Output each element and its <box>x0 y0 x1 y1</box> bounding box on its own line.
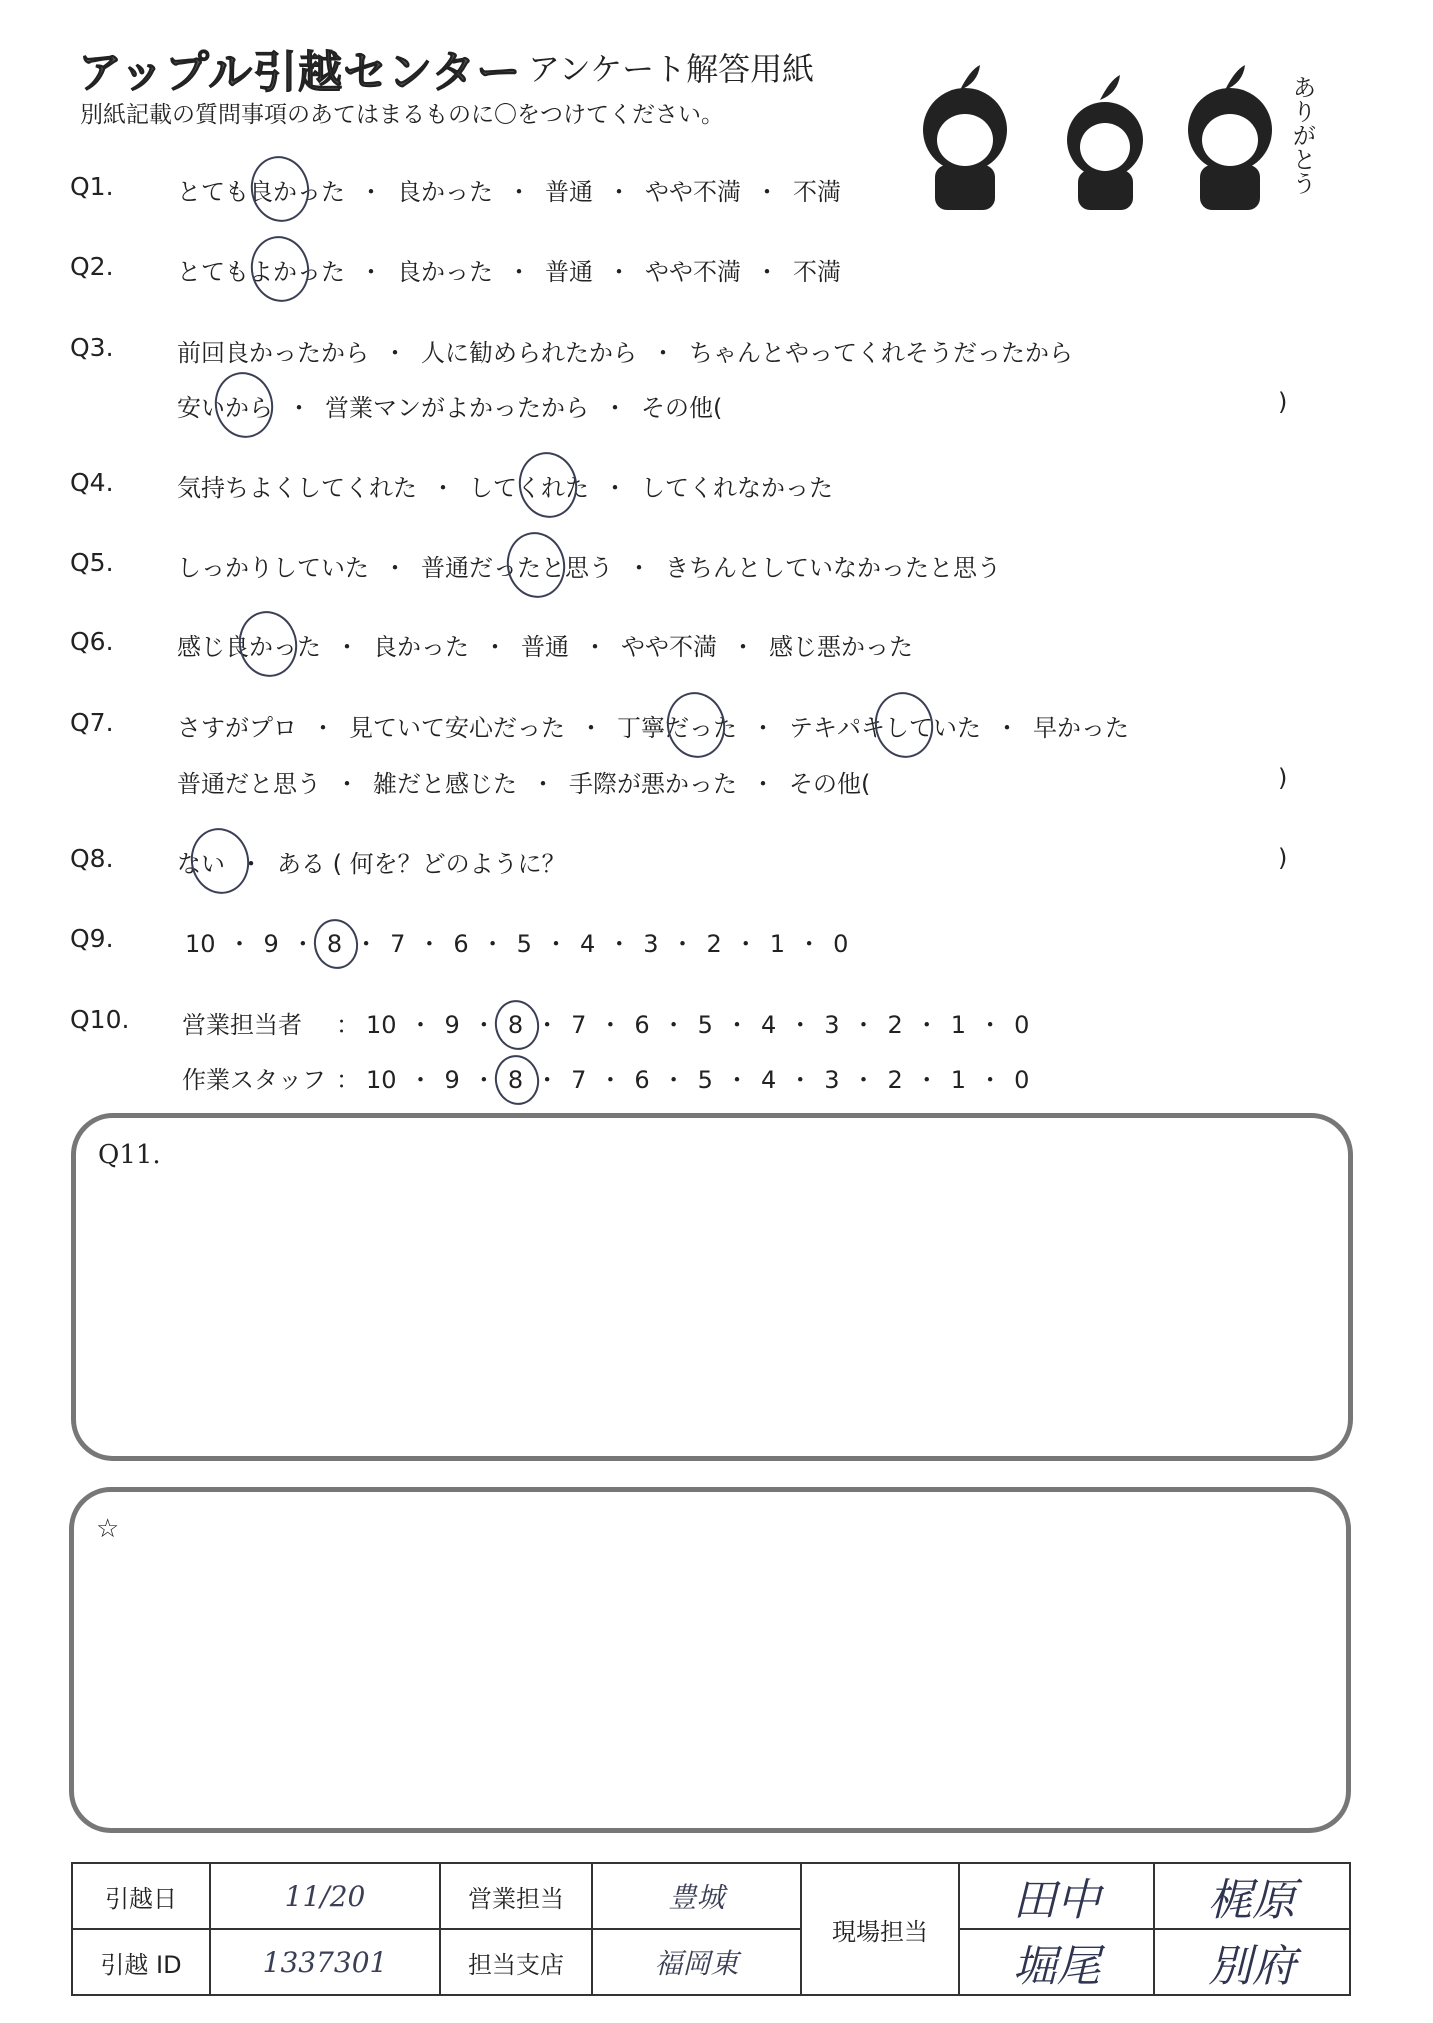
score-option[interactable]: 9 <box>444 1011 460 1039</box>
separator: ・ <box>535 1011 560 1039</box>
field-staff-4[interactable]: 別府 <box>1154 1929 1350 1995</box>
separator: ・ <box>287 394 311 422</box>
answer-option[interactable]: 不満 <box>793 178 841 206</box>
answer-option[interactable]: やや不満 <box>621 633 717 661</box>
close-paren: ) <box>1278 388 1288 416</box>
score-option[interactable]: 9 <box>263 930 279 958</box>
score-option[interactable]: 2 <box>706 930 722 958</box>
answer-option[interactable]: しっかりしていた <box>177 554 369 582</box>
separator: ・ <box>724 1011 749 1039</box>
score-option[interactable]: 5 <box>697 1011 713 1039</box>
q10-staff-label: 作業スタッフ <box>182 1066 326 1094</box>
q4-options <box>177 468 833 503</box>
move-info-table <box>71 1862 1351 1996</box>
answer-option[interactable]: ある ( 何を？どのように？ <box>277 850 566 878</box>
field-staff-2[interactable]: 梶原 <box>1154 1863 1350 1929</box>
score-option[interactable]: 5 <box>516 930 532 958</box>
answer-option[interactable]: してくれた <box>469 468 589 503</box>
mascot-illustration <box>890 45 1330 215</box>
answer-option[interactable]: 普通だったと思う <box>421 548 613 583</box>
separator: ・ <box>480 930 505 958</box>
score-option[interactable]: 7 <box>571 1011 587 1039</box>
answer-option[interactable]: やや不満 <box>645 258 741 286</box>
score-option[interactable]: 4 <box>760 1066 777 1094</box>
answer-option[interactable]: 雑だと感じた <box>373 770 517 798</box>
answer-option[interactable]: 良かった <box>373 633 469 661</box>
sales-label: 営業担当 <box>440 1863 592 1929</box>
answer-option[interactable]: とてもよかった <box>177 252 345 287</box>
separator: ・ <box>598 1011 623 1039</box>
q1-options <box>177 172 841 207</box>
question-label: Q2. <box>70 252 114 281</box>
score-option[interactable]: 4 <box>760 1011 777 1039</box>
answer-option[interactable]: 安いから <box>177 388 273 423</box>
answer-option[interactable]: 良かった <box>397 178 493 206</box>
separator: ・ <box>607 258 631 286</box>
answer-option[interactable]: 普通 <box>521 633 569 661</box>
q10-sales-label: 営業担当者 <box>182 1011 302 1039</box>
separator: ・ <box>751 714 775 742</box>
q9-label: Q9. <box>70 924 114 953</box>
separator: ・ <box>670 930 695 958</box>
separator: ・ <box>535 1066 560 1094</box>
separator: ・ <box>607 178 631 206</box>
separator: ・ <box>751 770 775 798</box>
score-option[interactable]: 5 <box>697 1066 713 1094</box>
score-option[interactable]: 2 <box>887 1011 903 1039</box>
q11-label: Q11. <box>98 1140 161 1170</box>
answer-option[interactable]: 不満 <box>793 258 841 286</box>
separator: ・ <box>239 850 263 878</box>
separator: ・ <box>661 1011 686 1039</box>
separator: ・ <box>383 339 407 367</box>
q10-label: Q10. <box>70 1005 130 1034</box>
separator: ・ <box>383 554 407 582</box>
q10-colon: ： <box>336 1066 360 1094</box>
separator: ・ <box>290 930 315 958</box>
answer-option[interactable]: さすがプロ <box>177 714 297 742</box>
answer-option[interactable]: その他( <box>641 394 723 422</box>
score-option[interactable]: 8 <box>507 1066 524 1094</box>
separator: ・ <box>995 714 1019 742</box>
answer-option[interactable]: きちんとしていなかったと思う <box>665 554 1001 582</box>
question-label: Q7. <box>70 708 114 737</box>
separator: ・ <box>543 930 568 958</box>
q8-options <box>177 844 566 879</box>
score-option[interactable]: 0 <box>1014 1066 1030 1094</box>
separator: ・ <box>603 394 627 422</box>
separator: ・ <box>978 1011 1003 1039</box>
score-option[interactable]: 1 <box>950 1066 967 1094</box>
answer-option[interactable]: ちゃんとやってくれそうだったから <box>689 339 1073 367</box>
separator: ・ <box>627 554 651 582</box>
question-label: Q1. <box>70 172 114 201</box>
answer-option[interactable]: 感じ良かった <box>177 627 321 662</box>
separator: ・ <box>914 1011 939 1039</box>
q10-staff-scale <box>366 1060 1029 1095</box>
q6-options <box>177 627 913 662</box>
answer-option[interactable]: 見ていて安心だった <box>349 714 565 742</box>
separator: ・ <box>583 633 607 661</box>
separator: ・ <box>788 1011 813 1039</box>
q7-options <box>177 764 870 799</box>
field-staff-3[interactable]: 堀尾 <box>959 1929 1154 1995</box>
separator: ・ <box>661 1066 686 1094</box>
close-paren: ) <box>1278 764 1288 792</box>
score-option[interactable]: 10 <box>366 1011 397 1039</box>
answer-option[interactable]: 気持ちよくしてくれた <box>177 474 417 502</box>
answer-option[interactable]: やや不満 <box>645 178 741 206</box>
answer-option[interactable]: ない <box>177 844 225 879</box>
separator: ・ <box>507 178 531 206</box>
separator: ・ <box>598 1066 623 1094</box>
separator: ・ <box>311 714 335 742</box>
score-option[interactable]: 10 <box>366 1066 397 1094</box>
separator: ・ <box>579 714 603 742</box>
separator: ・ <box>914 1066 939 1094</box>
score-option[interactable]: 0 <box>833 930 849 958</box>
question-label: Q3. <box>70 333 114 362</box>
separator: ・ <box>417 930 442 958</box>
form-subtitle: アンケート解答用紙 <box>528 50 815 88</box>
score-option[interactable]: 4 <box>579 930 596 958</box>
separator: ・ <box>755 258 779 286</box>
q2-options <box>177 252 841 287</box>
q10-colon: ： <box>336 1011 360 1039</box>
separator: ・ <box>471 1011 496 1039</box>
score-option[interactable]: 8 <box>507 1011 524 1039</box>
separator: ・ <box>797 930 822 958</box>
field-staff-1[interactable]: 田中 <box>959 1863 1154 1929</box>
close-paren: ) <box>1278 844 1288 872</box>
separator: ・ <box>651 339 675 367</box>
score-option[interactable]: 6 <box>634 1066 650 1094</box>
separator: ・ <box>851 1066 876 1094</box>
separator: ・ <box>731 633 755 661</box>
separator: ・ <box>733 930 758 958</box>
score-option[interactable]: 3 <box>824 1011 840 1039</box>
score-option[interactable]: 3 <box>643 930 659 958</box>
question-label: Q8. <box>70 844 114 873</box>
separator: ・ <box>359 178 383 206</box>
q7-options <box>177 708 1129 743</box>
separator: ・ <box>335 633 359 661</box>
score-option[interactable]: 6 <box>453 930 469 958</box>
separator: ・ <box>359 258 383 286</box>
score-option[interactable]: 10 <box>185 930 216 958</box>
answer-option[interactable]: 普通 <box>545 258 593 286</box>
answer-option[interactable]: してくれなかった <box>641 474 833 502</box>
question-label: Q6. <box>70 627 114 656</box>
answer-option[interactable]: 良かった <box>397 258 493 286</box>
separator: ・ <box>607 930 632 958</box>
move-date-value[interactable]: 11/20 <box>210 1863 440 1929</box>
question-label: Q4. <box>70 468 114 497</box>
mascot-text: ありがとう <box>1288 75 1316 195</box>
branch-value[interactable]: 福岡東 <box>592 1929 801 1995</box>
move-id-label: 引越 ID <box>72 1929 210 1995</box>
score-option[interactable]: 7 <box>571 1066 587 1094</box>
field-label: 現場担当 <box>801 1863 959 1995</box>
separator: ・ <box>408 1066 433 1094</box>
separator: ・ <box>471 1066 496 1094</box>
answer-option[interactable]: テキパキしていた <box>789 708 981 743</box>
separator: ・ <box>724 1066 749 1094</box>
answer-option[interactable]: 感じ悪かった <box>769 633 913 661</box>
answer-option[interactable]: とても良かった <box>177 172 345 207</box>
answer-option[interactable]: 普通だと思う <box>177 770 321 798</box>
score-option[interactable]: 6 <box>634 1011 650 1039</box>
separator: ・ <box>788 1066 813 1094</box>
q3-options <box>177 333 1073 368</box>
score-option[interactable]: 7 <box>390 930 406 958</box>
score-option[interactable]: 3 <box>824 1066 840 1094</box>
answer-option[interactable]: 早かった <box>1033 714 1129 742</box>
star-comment-box[interactable] <box>69 1487 1351 1833</box>
score-option[interactable]: 8 <box>326 930 343 958</box>
score-option[interactable]: 2 <box>887 1066 903 1094</box>
sales-value[interactable]: 豊城 <box>592 1863 801 1929</box>
separator: ・ <box>507 258 531 286</box>
q9-scale <box>185 924 848 959</box>
score-option[interactable]: 0 <box>1014 1011 1030 1039</box>
star-label: ☆ <box>96 1514 120 1544</box>
score-option[interactable]: 9 <box>444 1066 460 1094</box>
move-date-label: 引越日 <box>72 1863 210 1929</box>
separator: ・ <box>483 633 507 661</box>
separator: ・ <box>978 1066 1003 1094</box>
score-option[interactable]: 1 <box>950 1011 967 1039</box>
answer-option[interactable]: 丁寧だった <box>617 708 737 743</box>
separator: ・ <box>603 474 627 502</box>
q10-sales-scale <box>366 1005 1029 1040</box>
separator: ・ <box>755 178 779 206</box>
q3-options <box>177 388 722 423</box>
score-option[interactable]: 1 <box>769 930 786 958</box>
instruction-text: 別紙記載の質問事項のあてはまるものに〇をつけてください。 <box>80 102 724 128</box>
separator: ・ <box>408 1011 433 1039</box>
answer-option[interactable]: 営業マンがよかったから <box>325 394 589 422</box>
company-title: アップル引越センター <box>78 47 522 98</box>
answer-option[interactable]: 普通 <box>545 178 593 206</box>
separator: ・ <box>531 770 555 798</box>
answer-option[interactable]: その他( <box>789 770 871 798</box>
answer-option[interactable]: 人に勧められたから <box>421 339 637 367</box>
question-label: Q5. <box>70 548 114 577</box>
separator: ・ <box>227 930 252 958</box>
q11-comment-box[interactable] <box>71 1113 1353 1461</box>
q5-options <box>177 548 1001 583</box>
branch-label: 担当支店 <box>440 1929 592 1995</box>
separator: ・ <box>431 474 455 502</box>
separator: ・ <box>335 770 359 798</box>
move-id-value[interactable]: 1337301 <box>210 1929 440 1995</box>
separator: ・ <box>851 1011 876 1039</box>
answer-option[interactable]: 前回良かったから <box>177 339 369 367</box>
separator: ・ <box>354 930 379 958</box>
answer-option[interactable]: 手際が悪かった <box>569 770 737 798</box>
